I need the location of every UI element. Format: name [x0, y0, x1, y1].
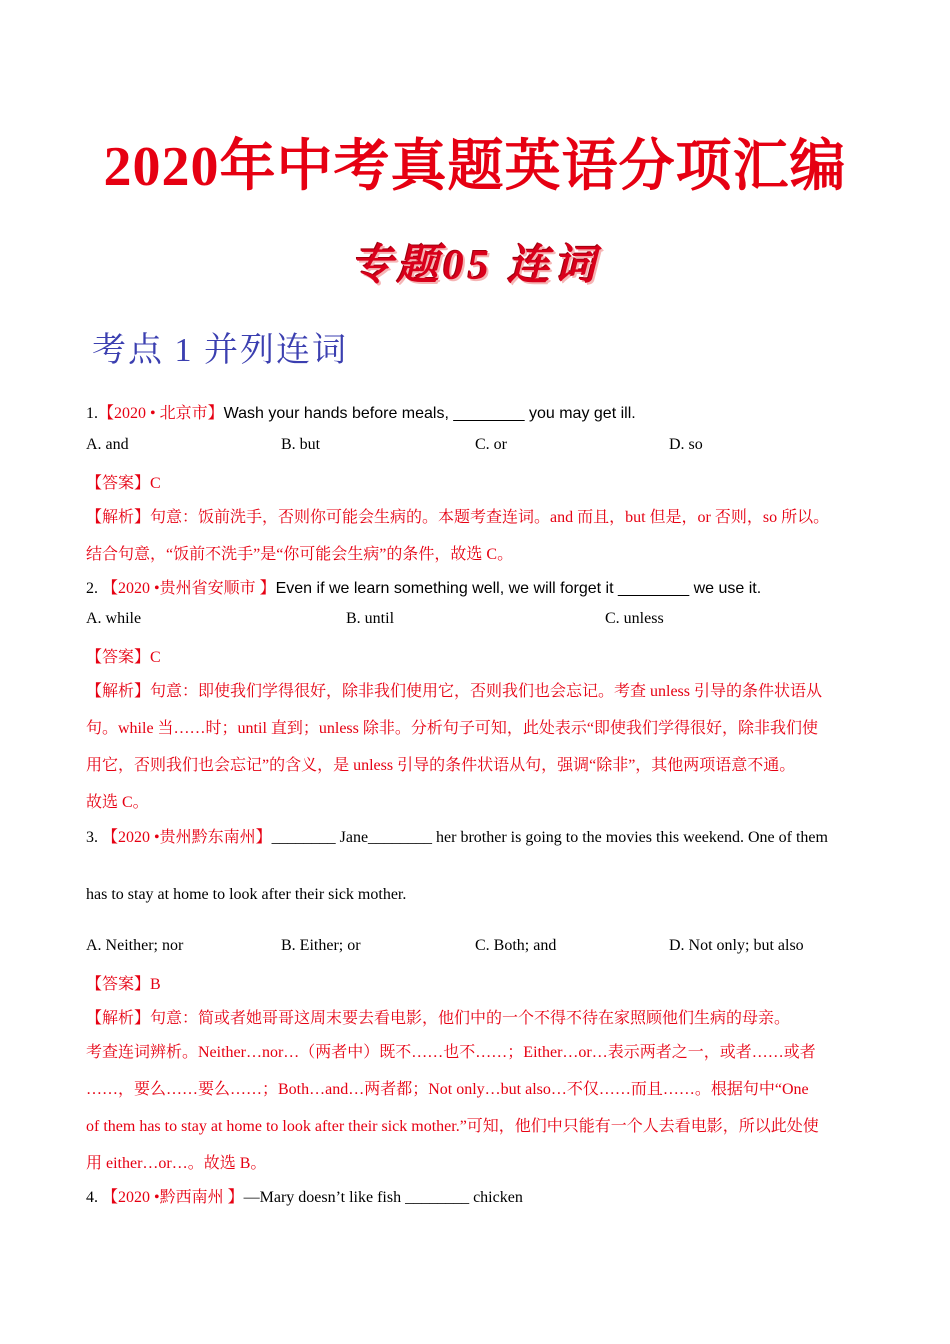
explanation-line: 考查连词辨析。Neither…nor…（两者中）既不……也不……；Either…or…表示两者之一，或者……或者: [86, 1044, 816, 1061]
question-source: 【2020 • 北京市】: [98, 405, 224, 422]
document-title: 2020年中考真题英语分项汇编: [103, 136, 847, 198]
question-number: 1.: [86, 405, 98, 422]
explanation-line: of them has to stay at home to look after their sick mother.”可知，他们中只能有一个人去看电影，所以此处使: [86, 1118, 819, 1135]
question-number: 4.: [86, 1189, 98, 1206]
explanation-line: 【解析】句意：即使我们学得很好，除非我们使用它，否则我们也会忘记。考查 unless 引导的条件状语从: [86, 683, 823, 700]
question-stem: Wash your hands before meals, ________ you may get ill.: [223, 405, 636, 422]
option-d: D. Not only; but also: [669, 937, 804, 954]
option-b: B. but: [281, 436, 321, 453]
option-b: B. until: [346, 610, 395, 627]
question-stem-continued: has to stay at home to look after their sick mother.: [86, 886, 407, 903]
question-source: 【2020 •贵州省安顺市 】: [102, 580, 276, 597]
answer: 【答案】B: [86, 976, 161, 993]
question-number: 2.: [86, 580, 98, 597]
question-1: [86, 400, 636, 423]
question-2: [86, 575, 761, 598]
question-source: 【2020 •贵州黔东南州】: [102, 829, 272, 846]
option-b: B. Either; or: [281, 937, 361, 954]
option-c: C. Both; and: [475, 937, 557, 954]
topic-subtitle: 专题05 连词: [350, 243, 600, 289]
question-4: [86, 1184, 523, 1207]
option-a: A. while: [86, 610, 142, 627]
question-3: [86, 824, 828, 847]
question-source: 【2020 •黔西南州 】: [102, 1189, 244, 1206]
question-stem: —Mary doesn’t like fish ________ chicken: [243, 1189, 523, 1206]
explanation-line: 结合句意，“饭前不洗手”是“你可能会生病”的条件，故选 C。: [86, 546, 514, 563]
option-c: C. unless: [605, 610, 664, 627]
explanation-line: 故选 C。: [86, 794, 149, 811]
option-a: A. Neither; nor: [86, 937, 184, 954]
explanation-line: ……，要么……要么……；Both…and…两者都；Not only…but also…不仅……而且……。根据句中“One: [86, 1081, 809, 1098]
question-number: 3.: [86, 829, 98, 846]
option-c: C. or: [475, 436, 507, 453]
option-d: D. so: [669, 436, 703, 453]
answer: 【答案】C: [86, 649, 161, 666]
section-heading: 考点 1 并列连词: [92, 332, 348, 369]
question-stem: ________ Jane________ her brother is going to the movies this weekend. One of them: [271, 829, 828, 846]
question-stem: Even if we learn something well, we will forget it ________ we use it.: [275, 580, 762, 597]
explanation-line: 用 either…or…。故选 B。: [86, 1155, 267, 1172]
explanation-line: 用它，否则我们也会忘记”的含义，是 unless 引导的条件状语从句，强调“除非”，其他两项语意不通。: [86, 757, 796, 774]
explanation-line: 【解析】句意：简或者她哥哥这周末要去看电影，他们中的一个不得不待在家照顾他们生病的母亲。: [86, 1010, 791, 1027]
option-a: A. and: [86, 436, 129, 453]
answer: 【答案】C: [86, 475, 161, 492]
explanation-line: 句。while 当……时；until 直到；unless 除非。分析句子可知，此处表示“即使我们学得很好，除非我们使: [86, 720, 818, 737]
explanation-line: 【解析】句意：饭前洗手，否则你可能会生病的。本题考查连词。and 而且，but 但是，or 否则，so 所以。: [86, 509, 830, 526]
